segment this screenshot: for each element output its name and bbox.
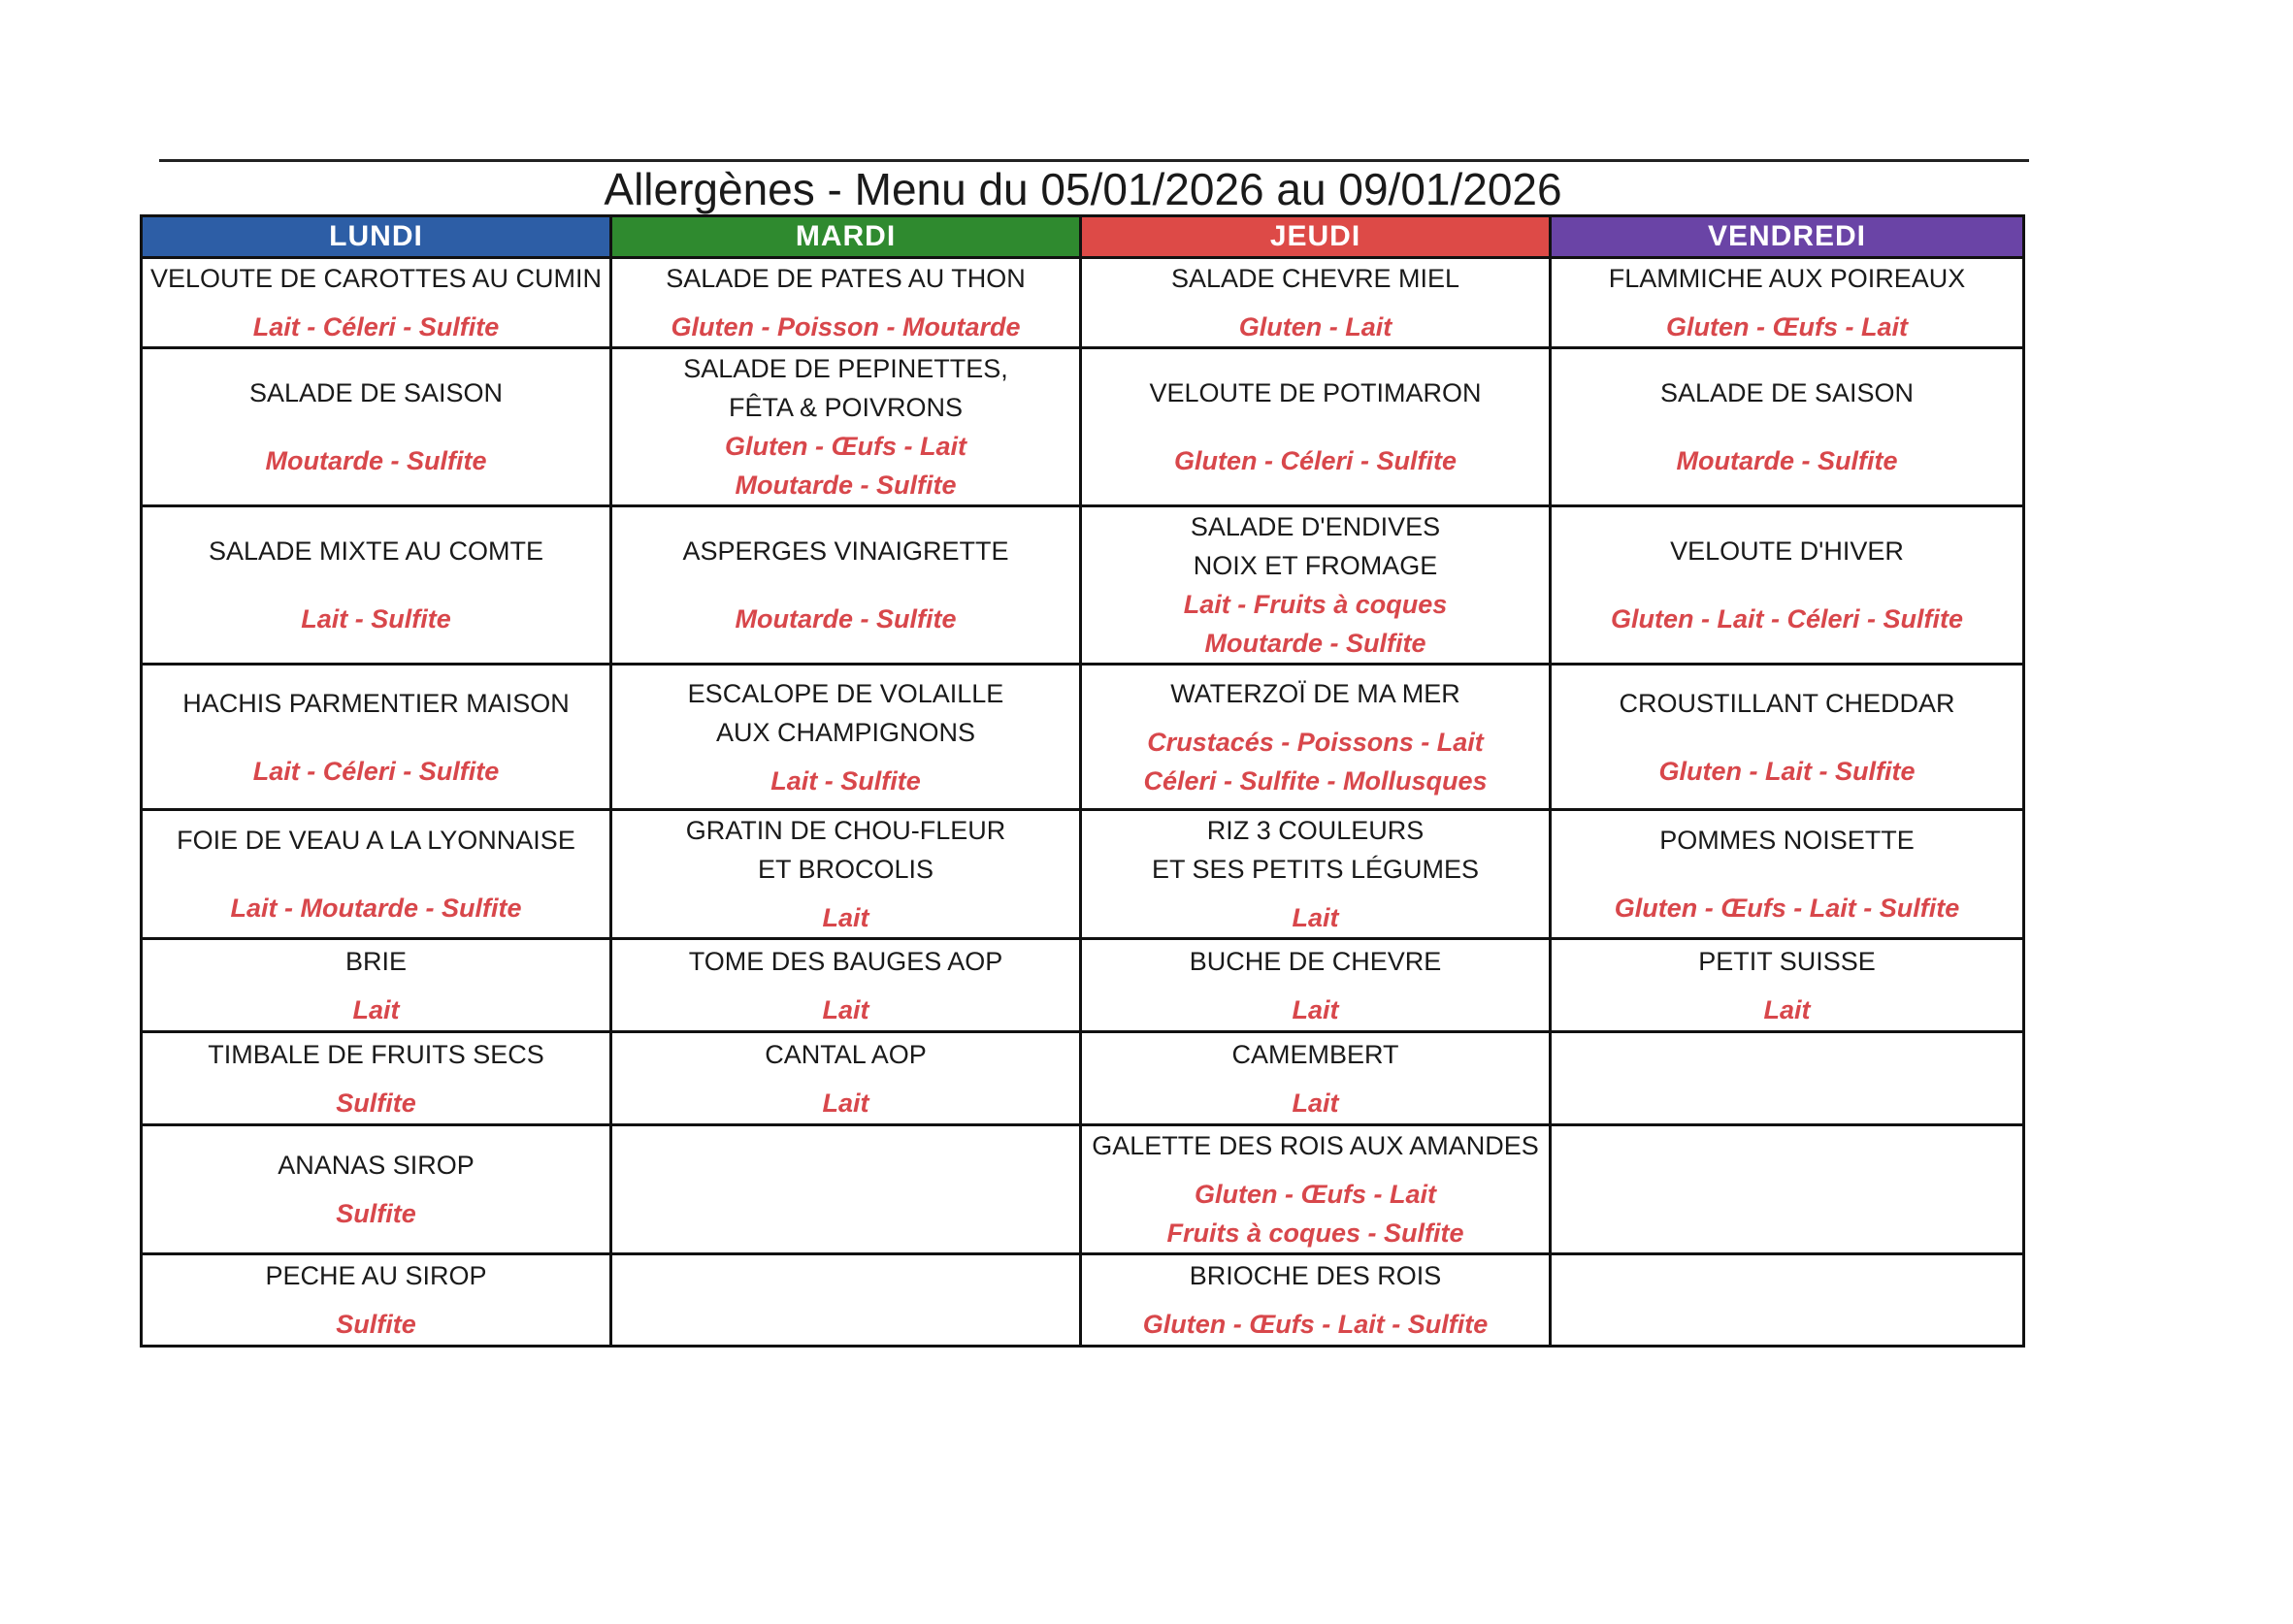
menu-cell — [1081, 348, 1551, 506]
dish-name: NOIX ET FROMAGE — [1193, 551, 1438, 580]
dish-name: CANTAL AOP — [765, 1039, 927, 1069]
spacer — [143, 412, 609, 441]
dish-name: TOME DES BAUGES AOP — [688, 946, 1003, 976]
allergen-list: Sulfite — [336, 1088, 416, 1118]
spacer — [612, 298, 1079, 308]
spacer — [1552, 723, 2022, 752]
spacer — [1552, 298, 2022, 308]
dish-name: GALETTE DES ROIS AUX AMANDES — [1092, 1131, 1539, 1160]
menu-cell — [1081, 939, 1551, 1032]
allergen-list: Gluten - Lait - Sulfite — [1658, 756, 1916, 786]
allergen-list: Sulfite — [336, 1310, 416, 1339]
allergen-list: Gluten - Poisson - Moutarde — [671, 312, 1021, 341]
allergen-list: Moutarde - Sulfite — [1204, 629, 1426, 658]
menu-cell — [1551, 665, 2024, 810]
spacer — [612, 889, 1079, 898]
menu-cell — [142, 939, 611, 1032]
allergen-list: Crustacés - Poissons - Lait — [1147, 727, 1484, 757]
spacer — [612, 752, 1079, 762]
dish-name: ASPERGES VINAIGRETTE — [682, 536, 1009, 566]
menu-cell — [1551, 258, 2024, 348]
menu-row — [142, 348, 2024, 506]
menu-cell — [142, 810, 611, 939]
dish-name: FOIE DE VEAU A LA LYONNAISE — [177, 826, 575, 855]
dish-name: CROUSTILLANT CHEDDAR — [1619, 688, 1955, 718]
allergen-list: Lait — [822, 994, 869, 1024]
spacer — [1082, 1074, 1549, 1084]
menu-row — [142, 1254, 2024, 1347]
empty-cell — [1551, 1125, 2024, 1254]
menu-row — [142, 258, 2024, 348]
allergen-list: Lait — [1292, 994, 1339, 1024]
allergen-list: Lait - Céleri - Sulfite — [252, 756, 500, 786]
menu-cell — [611, 1032, 1081, 1125]
allergen-list: Fruits à coques - Sulfite — [1166, 1218, 1464, 1248]
allergen-list: Lait - Sulfite — [770, 765, 921, 796]
dish-name: BRIE — [344, 946, 408, 976]
menu-cell — [142, 348, 611, 506]
dish-name: ESCALOPE DE VOLAILLE — [687, 678, 1004, 708]
menu-cell — [611, 939, 1081, 1032]
dish-name: VELOUTE DE CAROTTES AU CUMIN — [149, 264, 603, 293]
menu-cell — [142, 665, 611, 810]
menu-cell — [611, 348, 1081, 506]
allergen-list: Lait — [352, 994, 400, 1024]
dish-name: FLAMMICHE AUX POIREAUX — [1608, 264, 1966, 293]
page-title: Allergènes - Menu du 05/01/2026 au 09/01/2026 — [604, 164, 1562, 214]
dish-name: ET SES PETITS LÉGUMES — [1151, 855, 1480, 884]
allergen-list: Moutarde - Sulfite — [1676, 446, 1898, 475]
allergen-list: Lait - Céleri - Sulfite — [252, 312, 500, 341]
dish-name: SALADE CHEVRE MIEL — [1170, 264, 1460, 293]
allergen-list: Lait — [822, 903, 869, 932]
allergen-list: Gluten - Œufs - Lait — [1666, 312, 1908, 341]
spacer — [143, 298, 609, 308]
empty-cell — [1551, 1032, 2024, 1125]
spacer — [1082, 1165, 1549, 1175]
spacer — [1552, 981, 2022, 991]
spacer — [143, 860, 609, 889]
allergen-list: Gluten - Lait — [1238, 312, 1392, 341]
menu-row — [142, 665, 2024, 810]
dish-name: SALADE DE SAISON — [248, 378, 504, 407]
allergen-list: Gluten - Céleri - Sulfite — [1173, 446, 1458, 475]
allergen-list: Céleri - Sulfite - Mollusques — [1143, 765, 1488, 796]
allergen-menu-table — [140, 214, 2025, 1348]
menu-cell — [1551, 810, 2024, 939]
dish-name: RIZ 3 COULEURS — [1206, 816, 1425, 845]
allergen-list: Lait — [1292, 903, 1339, 932]
allergen-list: Gluten - Œufs - Lait - Sulfite — [1142, 1310, 1489, 1339]
day-header-jeudi: JEUDI — [1081, 216, 1551, 258]
menu-cell — [142, 1125, 611, 1254]
menu-cell — [142, 1254, 611, 1347]
dish-name: FÊTA & POIVRONS — [728, 393, 964, 422]
dish-name: SALADE D'ENDIVES — [1190, 512, 1441, 541]
allergen-list: Lait - Sulfite — [301, 604, 451, 633]
menu-cell — [611, 810, 1081, 939]
menu-row — [142, 506, 2024, 665]
menu-row — [142, 810, 2024, 939]
menu-cell — [1551, 348, 2024, 506]
menu-cell — [1551, 506, 2024, 665]
allergen-list: Lait — [822, 1088, 869, 1118]
menu-cell — [1081, 1125, 1551, 1254]
menu-cell — [1551, 939, 2024, 1032]
day-header-row — [142, 216, 2024, 258]
menu-cell — [1081, 1254, 1551, 1347]
menu-cell — [611, 506, 1081, 665]
menu-cell — [1081, 810, 1551, 939]
spacer — [1082, 298, 1549, 308]
dish-name: PECHE AU SIROP — [265, 1261, 487, 1290]
menu-cell — [1081, 665, 1551, 810]
spacer — [1082, 1295, 1549, 1305]
day-header-mardi: MARDI — [611, 216, 1081, 258]
spacer — [1082, 713, 1549, 723]
spacer — [1082, 889, 1549, 898]
menu-cell — [142, 1032, 611, 1125]
dish-name: GRATIN DE CHOU-FLEUR — [685, 816, 1006, 845]
day-header-vendredi: VENDREDI — [1551, 216, 2024, 258]
menu-cell — [1081, 506, 1551, 665]
spacer — [143, 1295, 609, 1305]
day-header-lundi: LUNDI — [142, 216, 611, 258]
allergen-list: Lait — [1763, 994, 1811, 1024]
dish-name: POMMES NOISETTE — [1659, 826, 1915, 855]
allergen-list: Moutarde - Sulfite — [735, 604, 957, 633]
menu-body — [142, 258, 2024, 1347]
menu-cell — [1081, 1032, 1551, 1125]
menu-cell — [142, 506, 611, 665]
dish-name: VELOUTE DE POTIMARON — [1149, 378, 1482, 407]
menu-cell — [1081, 258, 1551, 348]
empty-cell — [1551, 1254, 2024, 1347]
allergen-list: Gluten - Lait - Céleri - Sulfite — [1610, 604, 1964, 633]
dish-name: AUX CHAMPIGNONS — [715, 717, 976, 747]
menu-cell — [142, 258, 611, 348]
menu-row — [142, 1125, 2024, 1254]
dish-name: PETIT SUISSE — [1698, 946, 1876, 976]
dish-name: WATERZOÏ DE MA MER — [1170, 678, 1460, 708]
spacer — [1082, 412, 1549, 441]
allergen-list: Moutarde - Sulfite — [265, 446, 487, 475]
spacer — [143, 1185, 609, 1194]
menu-row — [142, 939, 2024, 1032]
empty-cell — [611, 1125, 1081, 1254]
dish-name: TIMBALE DE FRUITS SECS — [208, 1039, 544, 1069]
spacer — [1552, 860, 2022, 889]
menu-cell — [611, 665, 1081, 810]
dish-name: CAMEMBERT — [1231, 1039, 1399, 1069]
dish-name: ANANAS SIROP — [278, 1151, 475, 1180]
spacer — [612, 981, 1079, 991]
allergen-list: Sulfite — [336, 1199, 416, 1228]
dish-name: SALADE MIXTE AU COMTE — [208, 536, 544, 566]
allergen-list: Gluten - Œufs - Lait — [725, 432, 966, 461]
menu-cell — [611, 258, 1081, 348]
dish-name: SALADE DE PEPINETTES, — [683, 354, 1008, 383]
menu-row — [142, 1032, 2024, 1125]
empty-cell — [611, 1254, 1081, 1347]
dish-name: ET BROCOLIS — [757, 855, 934, 884]
allergen-list: Lait — [1292, 1088, 1339, 1118]
dish-name: BUCHE DE CHEVRE — [1189, 946, 1442, 976]
spacer — [143, 570, 609, 600]
spacer — [143, 723, 609, 752]
allergen-list: Gluten - Œufs - Lait — [1195, 1180, 1436, 1209]
allergen-list: Gluten - Œufs - Lait - Sulfite — [1614, 893, 1960, 923]
dish-name: HACHIS PARMENTIER MAISON — [182, 688, 570, 718]
spacer — [143, 981, 609, 991]
allergen-list: Lait - Fruits à coques — [1183, 590, 1448, 619]
dish-name: SALADE DE PATES AU THON — [666, 264, 1026, 293]
allergen-list: Moutarde - Sulfite — [735, 471, 957, 500]
spacer — [143, 1074, 609, 1084]
allergen-list: Lait - Moutarde - Sulfite — [230, 893, 522, 923]
spacer — [1552, 412, 2022, 441]
spacer — [1552, 570, 2022, 600]
dish-name: BRIOCHE DES ROIS — [1189, 1261, 1442, 1290]
dish-name: SALADE DE SAISON — [1659, 378, 1915, 407]
spacer — [612, 570, 1079, 600]
dish-name: VELOUTE D'HIVER — [1670, 536, 1904, 566]
spacer — [612, 1074, 1079, 1084]
spacer — [1082, 981, 1549, 991]
